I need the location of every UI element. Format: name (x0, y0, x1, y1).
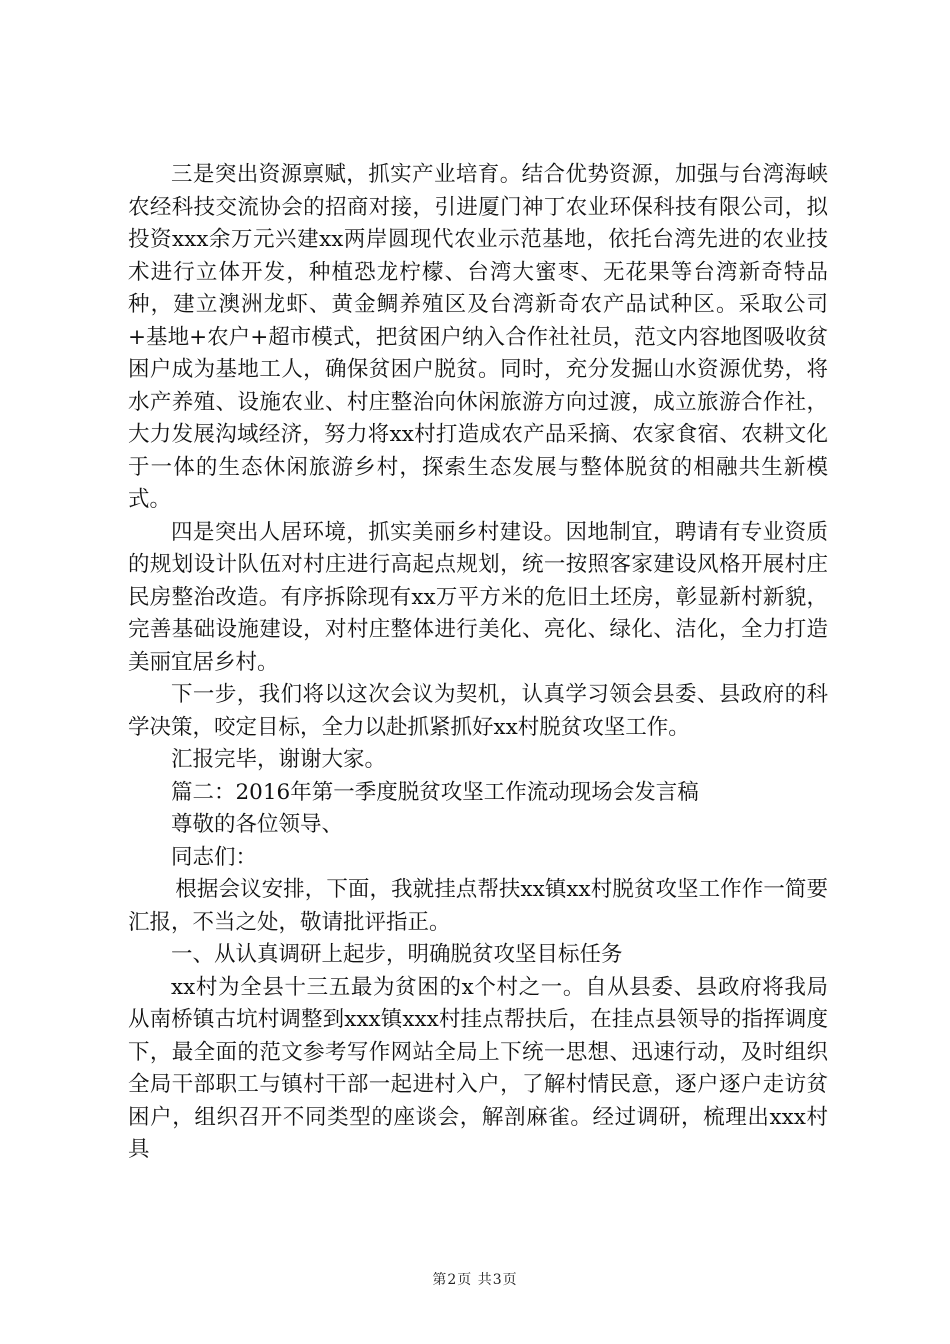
paragraph-next-step: 下一步，我们将以这次会议为契机，认真学习领会县委、县政府的科学决策，咬定目标，全力以赴抓紧抓好xx村脱贫攻坚工作。 (128, 682, 828, 740)
salutation-leaders: 尊敬的各位领导、 (171, 812, 344, 837)
page-footer: 第2页 共3页 (432, 1272, 518, 1288)
heading-research: 一、从认真调研上起步，明确脱贫攻坚目标任务 (171, 942, 623, 967)
paragraph-intro: 根据会议安排，下面，我就挂点帮扶xx镇xx村脱贫攻坚工作作一简要汇报，不当之处，敬请批评指正。 (128, 877, 828, 935)
paragraph-living-environment: 四是突出人居环境，抓实美丽乡村建设。因地制宜，聘请有专业资质的规划设计队伍对村庄进行高起点规划，统一按照客家建设风格开展村庄民房整治改造。有序拆除现有xx万平方米的危旧土坯房，彰显新村新貌，完善基础设施建设，对村庄整体进行美化、亮化、绿化、洁化，全力打造美丽宜居乡村。 (128, 519, 828, 675)
salutation-comrades: 同志们： (171, 844, 258, 870)
paragraph-closing: 汇报完毕，谢谢大家。 (171, 747, 387, 772)
document-body (128, 159, 828, 1167)
paragraph-resources: 三是突出资源禀赋，抓实产业培育。结合优势资源，加强与台湾海峡农经科技交流协会的招商对接，引进厦门神丁农业环保科技有限公司，拟投资xxx余万元兴建xx两岸圆现代农业示范基地，依托台湾先进的农业技术进行立体开发，种植恐龙柠檬、台湾大蜜枣、无花果等台湾新奇特品种，建立澳洲龙虾、黄金鲷养殖区及台湾新奇农产品试种区。采取公司+基地+农户+超市模式，把贫困户纳入合作社社员，范文内容地图吸收贫困户成为基地工人，确保贫困户脱贫。同时，充分发掘山水资源优势，将水产养殖、设施农业、村庄整治向休闲旅游方向过渡，成立旅游合作社，大力发展沟域经济，努力将xx村打造成农产品采摘、农家食宿、农耕文化于一体的生态休闲旅游乡村，探索生态发展与整体脱贫的相融共生新模式。 (128, 162, 828, 512)
section-title: 篇二：2016年第一季度脱贫攻坚工作流动现场会发言稿 (171, 779, 699, 805)
paragraph-village: xx村为全县十三五最为贫困的x个村之一。自从县委、县政府将我局从南桥镇古坑村调整到xxx镇xxx村挂点帮扶后，在挂点县领导的指挥调度下，最全面的范文参考写作网站全局上下统一思想、迅速行动，及时组织全局干部职工与镇村干部一起进村入户，了解村情民意，逐户逐户走访贫困户，组织召开不同类型的座谈会，解剖麻雀。经过调研，梳理出xxx村具 (128, 974, 828, 1162)
